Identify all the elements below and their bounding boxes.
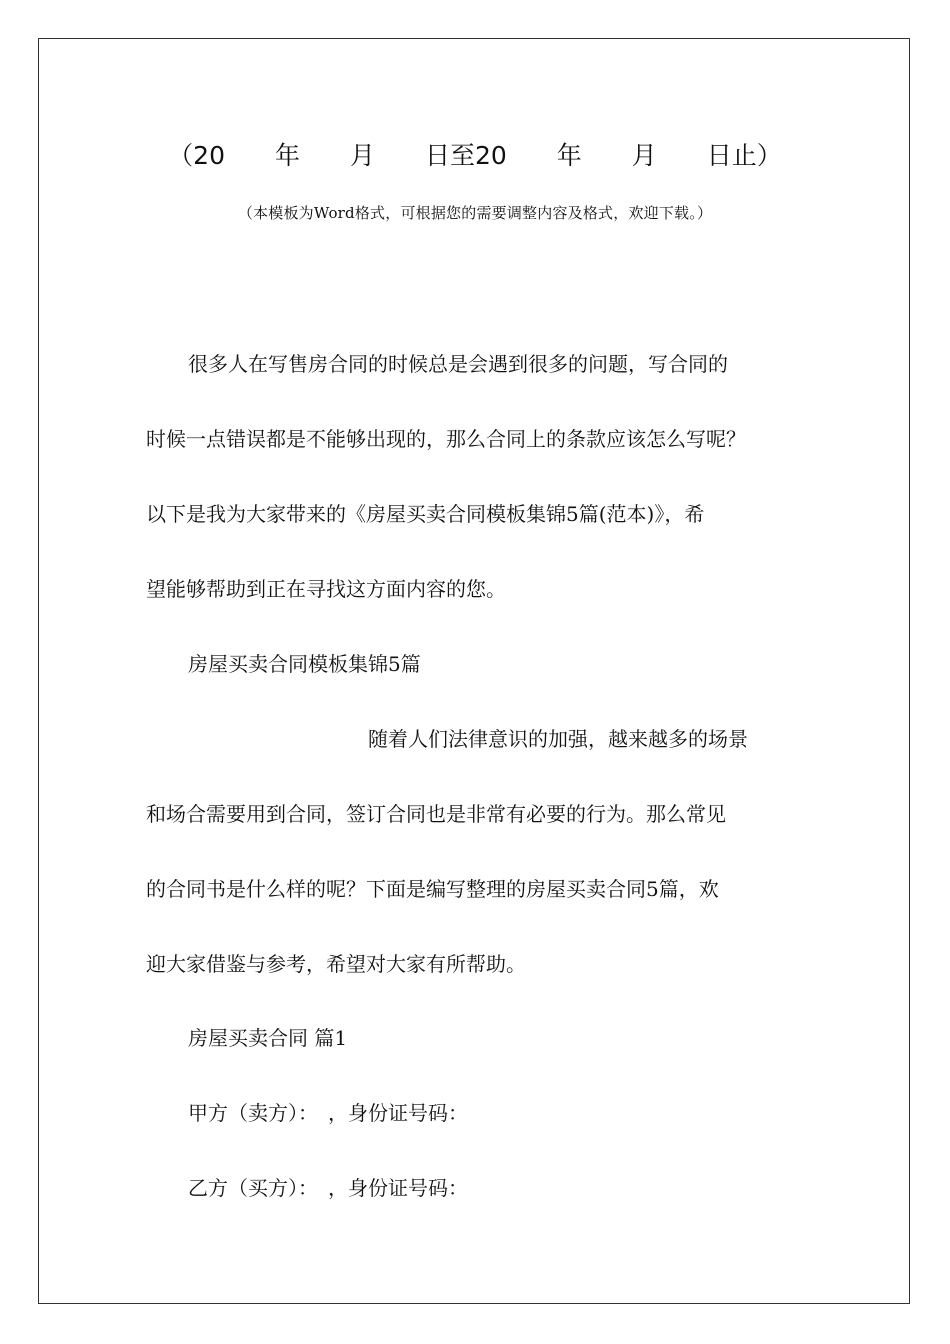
collection-heading: 房屋买卖合同模板集锦5篇 xyxy=(188,652,421,676)
description-line-4: 迎大家借鉴与参考，希望对大家有所帮助。 xyxy=(146,952,526,976)
intro-paragraph-line-1: 很多人在写售房合同的时候总是会遇到很多的问题，写合同的 xyxy=(188,352,728,376)
intro-paragraph-line-4: 望能够帮助到正在寻找这方面内容的您。 xyxy=(146,577,506,601)
page-border xyxy=(38,38,910,1304)
intro-paragraph-line-2: 时候一点错误都是不能够出现的，那么合同上的条款应该怎么写呢？ xyxy=(146,427,746,451)
section-title: 房屋买卖合同 篇1 xyxy=(188,1026,348,1050)
date-range-title: （20 年 月 日至20 年 月 日止） xyxy=(168,141,782,170)
description-line-3: 的合同书是什么样的呢？下面是编写整理的房屋买卖合同5篇，欢 xyxy=(146,877,719,901)
intro-paragraph-line-3: 以下是我为大家带来的《房屋买卖合同模板集锦5篇(范本)》，希 xyxy=(146,502,705,526)
party-a-line: 甲方（卖方）： ，身份证号码： xyxy=(188,1101,468,1125)
description-line-2: 和场合需要用到合同，签订合同也是非常有必要的行为。那么常见 xyxy=(146,802,726,826)
template-note: （本模板为Word格式，可根据您的需要调整内容及格式，欢迎下载。） xyxy=(237,204,713,222)
party-b-line: 乙方（买方）： ，身份证号码： xyxy=(188,1176,468,1200)
description-line-1: 随着人们法律意识的加强，越来越多的场景 xyxy=(368,727,748,751)
